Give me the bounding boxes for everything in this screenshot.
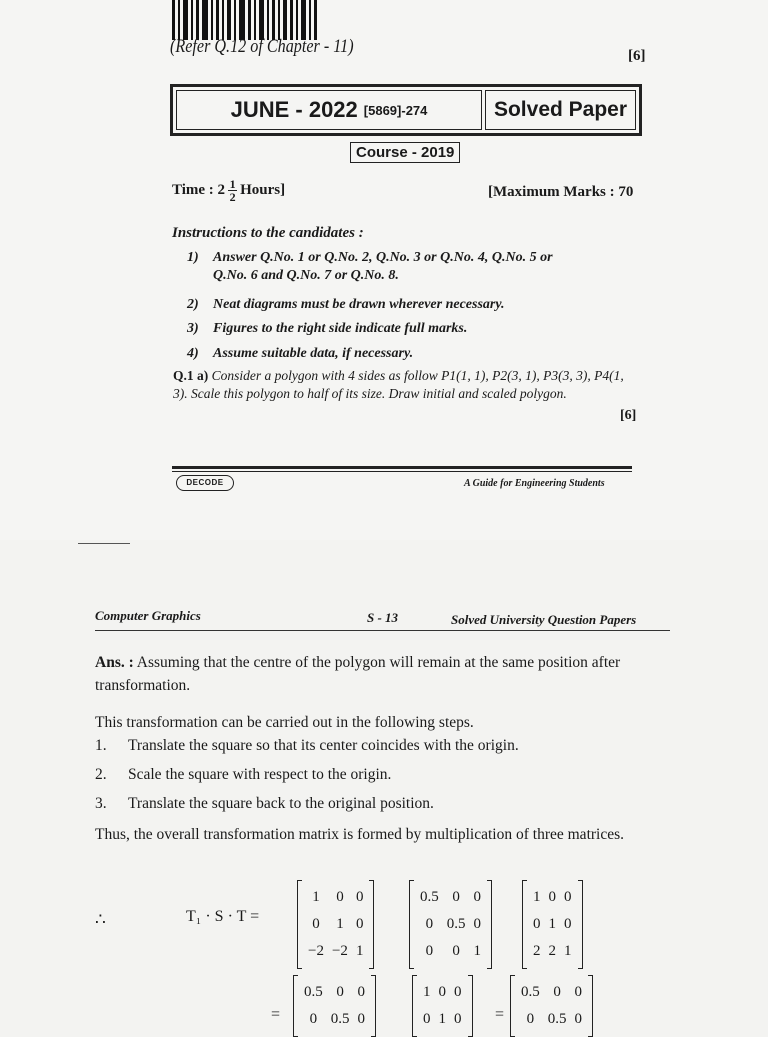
steps-intro: This transformation can be carried out in the following steps.	[95, 714, 474, 731]
instruction-number: 4)	[187, 346, 199, 361]
footer-rule	[172, 466, 632, 469]
matrix-cell: 0	[425, 916, 434, 932]
solved-paper-label: Solved Paper	[493, 98, 628, 121]
question-label: Q.1	[173, 368, 194, 383]
matrix-cell: 0	[452, 889, 460, 905]
matrix-translate	[297, 881, 374, 968]
matrix-cell: 1	[355, 943, 364, 959]
instructions-heading: Instructions to the candidates :	[172, 225, 364, 241]
step-text: Translate the square so that its center coincides with the origin.	[128, 737, 519, 754]
solved-paper-cell	[485, 90, 636, 130]
step-item	[95, 766, 391, 784]
matrix-cell: 0	[526, 1011, 535, 1027]
time-allowed	[172, 178, 285, 203]
matrix-cell: 0.5	[446, 916, 466, 932]
matrix-cell: 0	[312, 916, 320, 932]
running-header-title: Solved University Question Papers	[451, 612, 637, 627]
header-rule	[95, 630, 670, 631]
step-text: Translate the square back to the original position.	[128, 795, 434, 812]
previous-question-marks: [6]	[628, 48, 646, 64]
matrix-cell: 0	[452, 943, 460, 959]
equals-sign: =	[271, 1006, 281, 1023]
time-prefix: Time : 2	[172, 182, 226, 198]
matrix-cell: 0.5	[521, 984, 540, 1000]
equals-sign: =	[495, 1006, 505, 1023]
course-badge: Course - 2019	[350, 142, 460, 163]
time-numerator: 1	[229, 177, 236, 191]
matrix-cell: 0	[473, 916, 481, 932]
answer-text: Assuming that the centre of the polygon will remain at the same position after transformation.	[95, 654, 621, 694]
exam-title: JUNE - 2022	[230, 97, 358, 122]
instruction-item	[187, 296, 643, 314]
matrix-cell: 1	[312, 889, 320, 905]
matrix-scale	[409, 881, 492, 968]
matrix-product	[293, 976, 376, 1036]
step-number: 3.	[95, 795, 107, 812]
matrix-cell: 0	[438, 984, 446, 1000]
instruction-number: 1)	[187, 250, 199, 265]
matrix-product-2	[412, 976, 473, 1036]
matrix-cell: −2	[308, 943, 324, 959]
matrix-cell: 0	[564, 916, 572, 932]
step-number: 2.	[95, 766, 107, 783]
running-header-subject: Computer Graphics	[95, 608, 201, 623]
instruction-item	[187, 345, 643, 363]
footer-rule-thin	[172, 471, 632, 472]
instruction-number: 2)	[187, 297, 199, 312]
instruction-text-cont: Q.No. 6 and Q.No. 7 or Q.No. 8.	[213, 268, 399, 283]
matrix-cell: 0	[355, 916, 364, 932]
matrix-translate-back	[522, 881, 583, 968]
instruction-number: 3)	[187, 321, 199, 336]
question-text: Consider a polygon with 4 sides as follow P1(1, 1), P2(3, 1), P3(3, 3), P4(1, 3). Scale this polygon to half of its size. Draw initial and scaled polygon.	[173, 368, 624, 401]
time-fraction	[228, 178, 237, 203]
barcode-caption: (Refer Q.12 of Chapter - 11)	[170, 36, 354, 57]
matrix-cell: 0.5	[330, 1011, 350, 1027]
matrix-cell: 1	[438, 1011, 446, 1027]
matrix-cell: 0	[574, 984, 582, 1000]
matrix-cell: 0	[553, 984, 561, 1000]
matrix-cell: 2	[533, 943, 541, 959]
matrix-cell: 0	[473, 889, 481, 905]
matrix-cell: 0	[574, 1011, 582, 1027]
question-part: a)	[197, 368, 209, 383]
matrix-cell: 1	[548, 916, 556, 932]
matrix-result	[510, 976, 593, 1036]
matrix-cell: 0	[336, 984, 344, 1000]
decode-logo: DECODE	[176, 475, 234, 491]
maximum-marks: [Maximum Marks : 70	[488, 184, 634, 200]
matrix-cell: 0	[309, 1011, 318, 1027]
instruction-item	[187, 320, 643, 338]
divider	[78, 543, 130, 544]
equation-lhs: T₁ · S · T =	[186, 908, 260, 925]
matrix-cell: 1	[423, 984, 431, 1000]
instruction-item	[187, 249, 643, 285]
exam-title-cell	[176, 90, 482, 130]
matrix-cell: 0	[357, 984, 365, 1000]
instruction-text: Figures to the right side indicate full marks.	[213, 321, 468, 336]
matrix-cell: 0	[533, 916, 541, 932]
time-denominator: 2	[229, 190, 236, 204]
matrix-cell: 0	[336, 889, 344, 905]
matrix-cell: 0	[548, 889, 556, 905]
step-item	[95, 795, 434, 813]
matrix-cell: 0	[355, 889, 364, 905]
therefore-symbol: ∴	[95, 910, 106, 929]
answer-paragraph	[95, 651, 670, 697]
matrix-cell: 1	[533, 889, 541, 905]
matrix-cell: 0	[454, 1011, 462, 1027]
matrix-cell: 1	[473, 943, 481, 959]
question-1a	[173, 367, 635, 403]
running-header-page: S - 13	[367, 610, 399, 625]
matrix-cell: 0	[454, 984, 462, 1000]
matrix-cell: 0	[425, 943, 434, 959]
step-number: 1.	[95, 737, 107, 754]
instruction-text: Assume suitable data, if necessary.	[213, 346, 414, 361]
matrix-cell: 1	[564, 943, 572, 959]
matrix-cell: 0.5	[304, 984, 323, 1000]
matrix-cell: 0	[357, 1011, 365, 1027]
footer-guide-text: A Guide for Engineering Students	[464, 478, 605, 489]
step-text: Scale the square with respect to the origin.	[128, 766, 392, 783]
instruction-text: Neat diagrams must be drawn wherever necessary.	[213, 297, 505, 312]
matrix-cell: 1	[336, 916, 344, 932]
conclusion-paragraph: Thus, the overall transformation matrix is formed by multiplication of three matrices.	[95, 826, 625, 843]
question-marks: [6]	[620, 408, 637, 423]
matrix-cell: 2	[548, 943, 556, 959]
exam-code: [5869]-274	[363, 102, 428, 118]
matrix-cell: 0	[423, 1011, 431, 1027]
matrix-cell: −2	[331, 943, 348, 959]
step-item	[95, 737, 519, 755]
answer-label: Ans. :	[95, 654, 134, 671]
exam-header-box	[170, 84, 642, 136]
instruction-text: Answer Q.No. 1 or Q.No. 2, Q.No. 3 or Q.No. 4, Q.No. 5 or	[213, 250, 553, 265]
matrix-cell: 0.5	[420, 889, 439, 905]
matrix-cell: 0	[564, 889, 572, 905]
time-suffix: Hours]	[240, 182, 286, 198]
matrix-cell: 0.5	[547, 1011, 567, 1027]
